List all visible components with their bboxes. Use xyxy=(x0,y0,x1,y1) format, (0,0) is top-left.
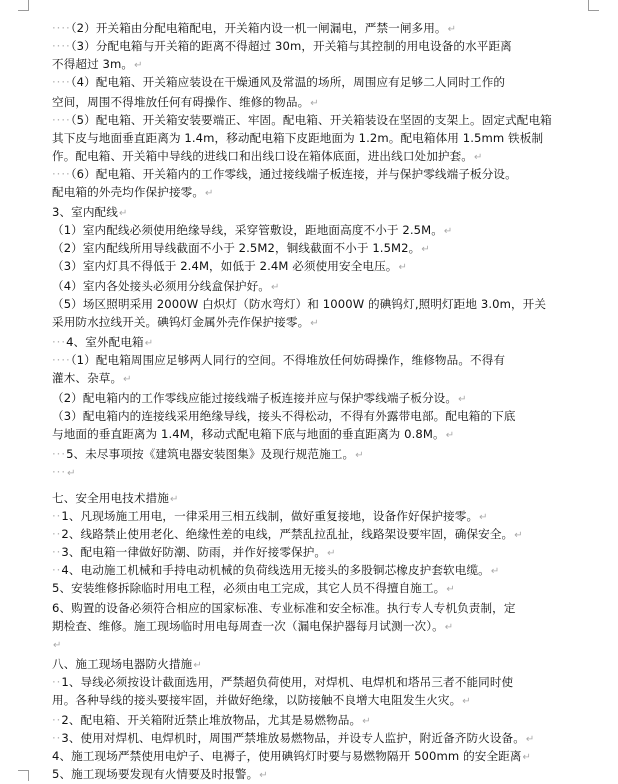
text-line xyxy=(52,56,612,74)
text-line xyxy=(52,712,612,730)
line-text: （5）配电箱、开关箱安装要端正、牢固。配电箱、开关箱装设在坚固的支架上。固定式配电箱 xyxy=(70,113,552,127)
paragraph-mark-icon: ↵ xyxy=(259,770,268,781)
line-text: 期检查、维修。施工现场临时用电每周查一次（漏电保护器每月试测一次）。 xyxy=(52,619,444,633)
text-line xyxy=(52,112,612,130)
line-text: （3）配电箱内的连接线采用绝缘导线，接头不得松动，不得有外露带电部。配电箱的下底 xyxy=(52,409,516,423)
text-line xyxy=(52,278,612,296)
text-line xyxy=(52,426,612,444)
line-text: 5、未尽事项按《建筑电器安装图集》及现行规范施工。 xyxy=(66,447,355,461)
text-line xyxy=(52,766,612,784)
paragraph-mark-icon: ↵ xyxy=(445,430,455,441)
indent-marker: ·· xyxy=(52,509,62,523)
text-line xyxy=(52,204,612,222)
line-text: 6、购置的设备必须符合相应的国家标准、专业标准和安全标准。执行专人专机负责制，定 xyxy=(52,601,516,615)
paragraph-mark-icon: ↵ xyxy=(355,450,364,461)
text-line xyxy=(52,490,612,508)
line-text: 1、导线必须按设计截面选用，严禁超负荷使用，对焊机、电焊机和塔吊三者不能同时使 xyxy=(61,675,514,689)
line-text: （3）分配电箱与开关箱的距离不得超过 30m，开关箱与其控制的用电设备的水平距离 xyxy=(70,39,512,53)
text-line xyxy=(52,408,612,426)
paragraph-mark-icon: ↵ xyxy=(525,734,535,745)
line-text: 灌木、杂草。 xyxy=(52,371,123,385)
paragraph-mark-icon: ↵ xyxy=(118,208,128,219)
margin-corner-top-left xyxy=(18,0,29,11)
line-text: （1）配电箱周围应足够两人同行的空间。不得堆放任何妨碍操作，维修物品。不得有 xyxy=(70,353,506,367)
paragraph-mark-icon: ↵ xyxy=(522,752,532,763)
text-line xyxy=(52,258,612,276)
line-text: 采用防水拉线开关。碘钨灯金属外壳作保护接零。 xyxy=(52,315,310,329)
line-text: （3）室内灯具不得低于 2.4M，如低于 2.4M 必须使用安全电压。 xyxy=(52,259,398,273)
text-line xyxy=(52,74,612,92)
line-text: 2、配电箱、开关箱附近禁止堆放物品，尤其是易燃物品。 xyxy=(61,713,362,727)
line-text: （2）室内配线所用导线截面不小于 2.5M2，铜线截面不小于 1.5M2。 xyxy=(52,241,421,255)
indent-marker: ·· xyxy=(52,675,62,689)
paragraph-mark-icon: ↵ xyxy=(310,318,319,329)
line-text: 5、施工现场要发现有火情要及时报警。 xyxy=(52,767,259,781)
text-line xyxy=(52,508,612,526)
paragraph-mark-icon: ↵ xyxy=(446,584,455,595)
text-line xyxy=(52,296,612,314)
line-text: （4）室内各处接头必须用分线盒保护好。 xyxy=(52,279,270,293)
line-text: 3、配电箱一律做好防潮、防雨，并作好接零保护。 xyxy=(61,545,327,559)
text-line xyxy=(52,600,612,618)
text-line xyxy=(52,20,612,38)
paragraph-mark-icon: ↵ xyxy=(443,226,453,237)
text-line xyxy=(52,674,612,692)
paragraph-mark-icon: ↵ xyxy=(444,622,454,633)
line-text: 配电箱的外壳均作保护接零。 xyxy=(52,185,205,199)
paragraph-mark-icon: ↵ xyxy=(458,394,467,405)
paragraph-mark-icon: ↵ xyxy=(123,374,132,385)
text-line xyxy=(52,464,612,482)
line-text: （6）配电箱、开关箱内的工作零线，通过接线端子板连接，并与保护零线端子板分设。 xyxy=(70,167,517,181)
text-line xyxy=(52,618,612,636)
paragraph-mark-icon: ↵ xyxy=(479,512,488,523)
line-text: 八、施工现场电器防火措施 xyxy=(52,657,193,671)
line-text: 作。配电箱、开关箱中导线的进线口和出线口设在箱体底面，进出线口处加护套。 xyxy=(52,149,473,163)
text-line xyxy=(52,130,612,148)
paragraph-mark-icon: ↵ xyxy=(514,530,523,541)
text-line xyxy=(52,446,612,464)
indent-marker: ···· xyxy=(52,39,71,53)
text-line xyxy=(52,148,612,166)
line-text: （4）配电箱、开关箱应装设在干燥通风及常温的场所，周围应有足够二人同时工作的 xyxy=(70,75,506,89)
line-text: （1）室内配线必须使用绝缘导线，采穿管敷设，距地面高度不小于 2.5M。 xyxy=(52,223,443,237)
line-text: 4、电动施工机械和手持电动机械的负荷线选用无接头的多股铜芯橡皮护套软电缆。 xyxy=(61,563,490,577)
line-text: 七、安全用电技术措施 xyxy=(52,491,169,505)
text-line xyxy=(52,38,612,56)
text-line xyxy=(52,748,612,766)
indent-marker: ·· xyxy=(52,731,62,745)
text-line xyxy=(52,222,612,240)
paragraph-mark-icon: ↵ xyxy=(473,152,483,163)
text-line xyxy=(52,240,612,258)
paragraph-mark-icon: ↵ xyxy=(462,696,471,707)
paragraph-mark-icon: ↵ xyxy=(53,640,62,651)
line-text: （5）场区照明采用 2000W 白炽灯（防水弯灯）和 1000W 的碘钨灯,照明灯距地 3.0m，开关 xyxy=(52,297,547,311)
line-text: 与地面的垂直距离为 1.4M，移动式配电箱下底与地面的垂直距离为 0.8M。 xyxy=(52,427,445,441)
line-text: 4、室外配电箱 xyxy=(66,335,144,349)
paragraph-mark-icon: ↵ xyxy=(270,282,280,293)
paragraph-mark-icon: ↵ xyxy=(67,468,76,479)
text-line xyxy=(52,544,612,562)
paragraph-mark-icon: ↵ xyxy=(490,566,500,577)
indent-marker: ·· xyxy=(52,713,62,727)
line-text: 其下皮与地面垂直距离为 1.4m，移动配电箱下皮距地面为 1.2m。配电箱体用 1.5mm 铁板制 xyxy=(52,131,544,145)
text-line xyxy=(52,352,612,370)
indent-marker: ··· xyxy=(52,335,67,349)
line-text: 3、室内配线 xyxy=(52,205,118,219)
line-text: （2）开关箱由分配电箱配电，开关箱内设一机一闸漏电，严禁一闸多用。 xyxy=(70,21,447,35)
text-line xyxy=(52,636,612,654)
line-text: 1、凡现场施工用电，一律采用三相五线制，做好重复接地，设备作好保护接零。 xyxy=(61,509,479,523)
indent-marker: ···· xyxy=(52,353,71,367)
text-line xyxy=(52,184,612,202)
margin-corner-bottom-left xyxy=(18,770,29,781)
text-line xyxy=(52,692,612,710)
line-text: 2、线路禁止使用老化、绝缘性差的电线，严禁乱拉乱扯，线路架设要牢固，确保安全。 xyxy=(61,527,514,541)
paragraph-mark-icon: ↵ xyxy=(169,494,179,505)
paragraph-mark-icon: ↵ xyxy=(447,24,457,35)
text-line xyxy=(52,390,612,408)
text-line xyxy=(52,94,612,112)
paragraph-mark-icon: ↵ xyxy=(193,660,202,671)
text-line xyxy=(52,562,612,580)
indent-marker: ···· xyxy=(52,113,71,127)
paragraph-mark-icon: ↵ xyxy=(398,262,407,273)
indent-marker: ··· xyxy=(52,465,67,479)
line-text: 4、施工现场严禁使用电炉子、电褥子，使用碘钨灯时要与易燃物隔开 500mm 的安全距离 xyxy=(52,749,522,763)
margin-corner-top-right xyxy=(588,0,599,11)
text-line xyxy=(52,526,612,544)
paragraph-mark-icon: ↵ xyxy=(205,188,214,199)
paragraph-mark-icon: ↵ xyxy=(144,338,154,349)
text-line xyxy=(52,730,612,748)
text-line xyxy=(52,656,612,674)
line-text: 5、安装维修拆除临时用电工程，必须由电工完成，其它人员不得擅自施工。 xyxy=(52,581,446,595)
text-line xyxy=(52,580,612,598)
line-text: 用。各种导线的接头要接牢固，并做好绝缘，以防接触不良增大电阻发生火灾。 xyxy=(52,693,462,707)
line-text: 不得超过 3m。 xyxy=(52,57,134,71)
paragraph-mark-icon: ↵ xyxy=(362,716,371,727)
line-text: 3、使用对焊机、电焊机时，周围严禁堆放易燃物品，并设专人监护，附近备齐防火设备。 xyxy=(61,731,525,745)
indent-marker: ·· xyxy=(52,563,62,577)
text-line xyxy=(52,166,612,184)
indent-marker: ···· xyxy=(52,75,71,89)
indent-marker: ··· xyxy=(52,447,67,461)
paragraph-mark-icon: ↵ xyxy=(134,60,143,71)
indent-marker: ···· xyxy=(52,167,71,181)
indent-marker: ·· xyxy=(52,545,62,559)
line-text: 空间，周围不得堆放任何有碍操作、维修的物品。 xyxy=(52,95,310,109)
text-line xyxy=(52,370,612,388)
paragraph-mark-icon: ↵ xyxy=(310,98,319,109)
indent-marker: ···· xyxy=(52,21,71,35)
paragraph-mark-icon: ↵ xyxy=(327,548,336,559)
paragraph-mark-icon: ↵ xyxy=(421,244,430,255)
text-line xyxy=(52,314,612,332)
indent-marker: ·· xyxy=(52,527,62,541)
line-text: （2）配电箱内的工作零线应能过接线端子板连接并应与保护零线端子板分设。 xyxy=(52,391,458,405)
text-line xyxy=(52,334,612,352)
